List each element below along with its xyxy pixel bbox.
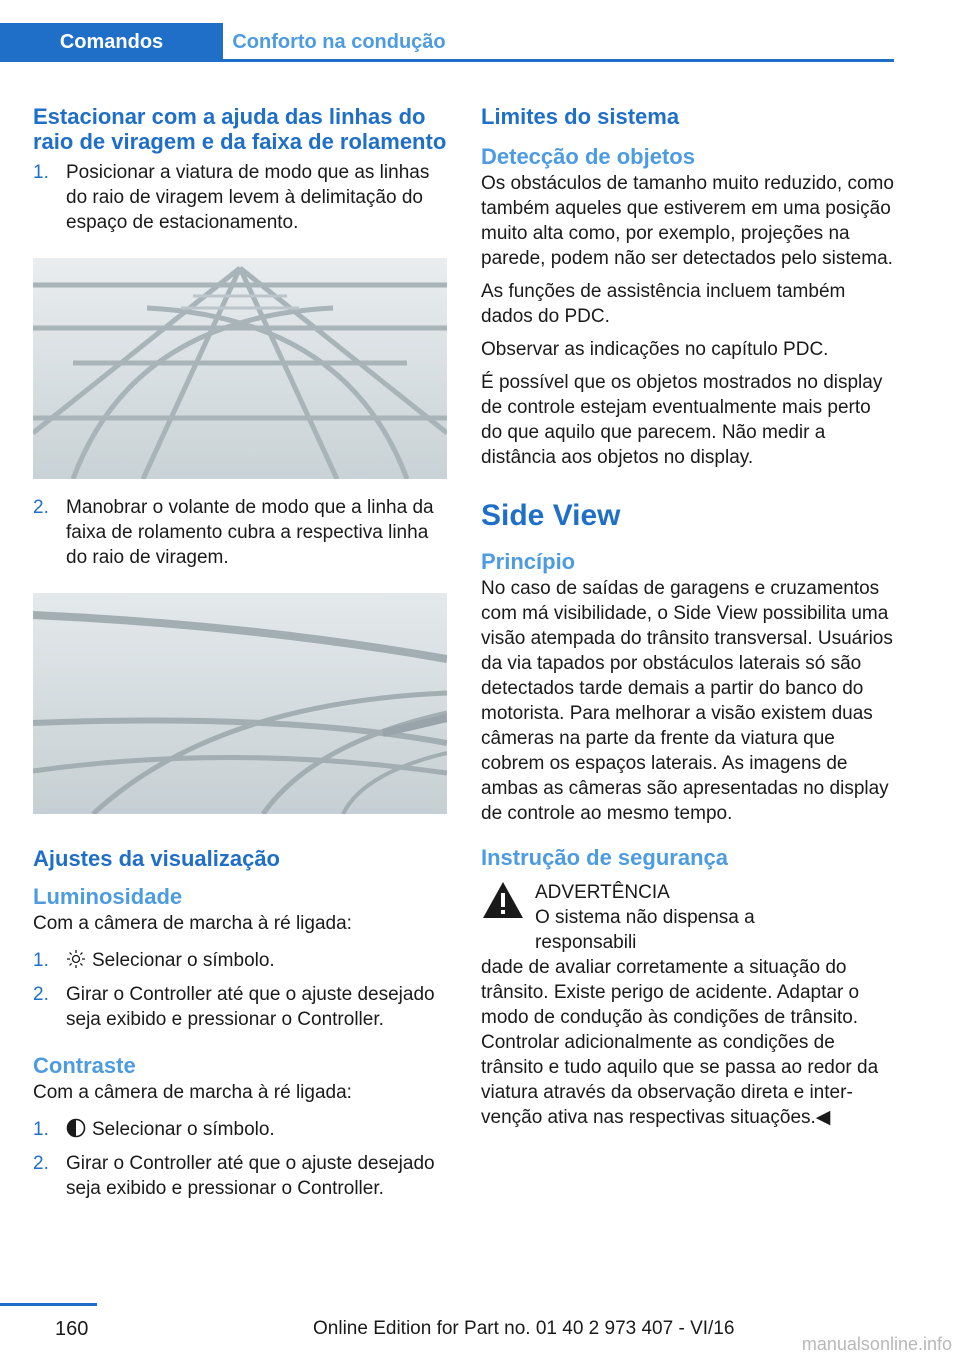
warning-first-line: O sistema não dispensa a responsabili [535, 907, 755, 953]
steps-contrast [33, 1117, 447, 1201]
step-text: Girar o Controller até que o ajuste desejado seja exibido e pressionar o Controller. [66, 984, 435, 1030]
heading-display-settings: Ajustes da visualização [33, 846, 280, 871]
heading-system-limits: Limites do sistema [481, 104, 680, 129]
list-item [33, 1151, 447, 1201]
warning-label: ADVERTÊNCIA [535, 882, 670, 903]
steps-park-2 [33, 495, 447, 570]
step-number: 1. [33, 1119, 49, 1140]
list-item [33, 1117, 447, 1145]
step-text: Girar o Controller até que o ajuste desejado seja exibido e pressionar o Controller. [66, 1153, 435, 1199]
warning-icon [481, 880, 525, 920]
list-item [33, 495, 447, 570]
step-number: 1. [33, 950, 49, 971]
steps-brightness [33, 948, 447, 1032]
sun-icon [66, 949, 86, 976]
step-number: 1. [33, 162, 49, 183]
step-number: 2. [33, 1153, 49, 1174]
header-tabs [0, 23, 455, 61]
page-number: 160 [55, 1318, 89, 1340]
subheading-safety: Instrução de segurança [481, 845, 728, 870]
step-text: Selecionar o símbolo. [92, 950, 275, 971]
principle-paragraph: No caso de saídas de garagens e cruzamentos com má visibilidade, o Side View possibilita uma visão atempada do trânsito transversal. Usuários da via tapados por obstáculos laterais só são detectados tarde demais a partir do banco do motorista. Para melhorar a visão existem duas câmeras na parte da frente da viatura que cobrem os espaços laterais. As imagens de ambas as câmeras são apresentadas no display de controle ao mesmo tempo. [481, 578, 893, 824]
steps-park-1 [33, 160, 447, 235]
list-item [33, 948, 447, 976]
left-column [33, 100, 447, 1201]
heading-side-view: Side View [481, 499, 621, 532]
detection-paragraph: Os obstáculos de tamanho muito reduzido, como também aqueles que estiverem em uma posição muito alta como, por exemplo, projeções na parede, podem não ser detectados pelo sistema. [481, 173, 894, 269]
footer-edition: Online Edition for Part no. 01 40 2 973 407 - VI/16 [313, 1318, 735, 1339]
subheading-principle: Princípio [481, 549, 576, 574]
subheading-contrast: Contraste [33, 1053, 136, 1078]
footer-rule [0, 1303, 97, 1306]
figure-lane-lines [33, 593, 447, 814]
detection-paragraph: As funções de assistência incluem também dados do PDC. [481, 281, 846, 327]
warning-text: dade de avaliar corretamente a situação do trânsito. Existe perigo de acidente. Adaptar o modo de condução às condições de trânsito. Controlar adicionalmente as condições de trânsito e tudo aquilo que se passa ao redor da viatura através da observação direta e intervenção ativa nas respectivas situações.◀ [481, 957, 879, 1128]
detection-paragraph: Observar as indicações no capítulo PDC. [481, 339, 829, 360]
contrast-intro: Com a câmera de marcha à ré ligada: [33, 1082, 352, 1103]
detection-paragraph: É possível que os objetos mostrados no display de controle estejam eventualmente mais perto do que aquilo que parecem. Não medir a distância aos objetos no display. [481, 372, 883, 468]
step-number: 2. [33, 984, 49, 1005]
tab-conforto[interactable]: Conforto na condução [232, 30, 446, 53]
step-text: Posicionar a viatura de modo que as linhas do raio de viragem levem à delimitação do espaço de estacionamento. [66, 162, 430, 233]
figure-turning-lines [33, 258, 447, 479]
step-text: Manobrar o volante de modo que a linha da faixa de rolamento cubra a respectiva linha do raio de viragem. [66, 497, 434, 568]
step-text: Selecionar o símbolo. [92, 1119, 275, 1140]
watermark: manualsonline.info [801, 1334, 952, 1354]
brightness-intro: Com a câmera de marcha à ré ligada: [33, 913, 352, 934]
list-item [33, 982, 447, 1032]
heading-park: Estacionar com a ajuda das linhas do raio de viragem e da faixa de rolamento [33, 104, 447, 154]
tab-comandos[interactable]: Comandos [0, 23, 223, 61]
right-column [481, 100, 895, 1130]
list-item [33, 160, 447, 235]
header-rule [0, 59, 894, 62]
step-number: 2. [33, 497, 49, 518]
warning-block [481, 880, 895, 955]
contrast-icon [66, 1118, 86, 1145]
subheading-brightness: Luminosidade [33, 884, 183, 909]
subheading-object-detection: Detecção de objetos [481, 144, 695, 169]
